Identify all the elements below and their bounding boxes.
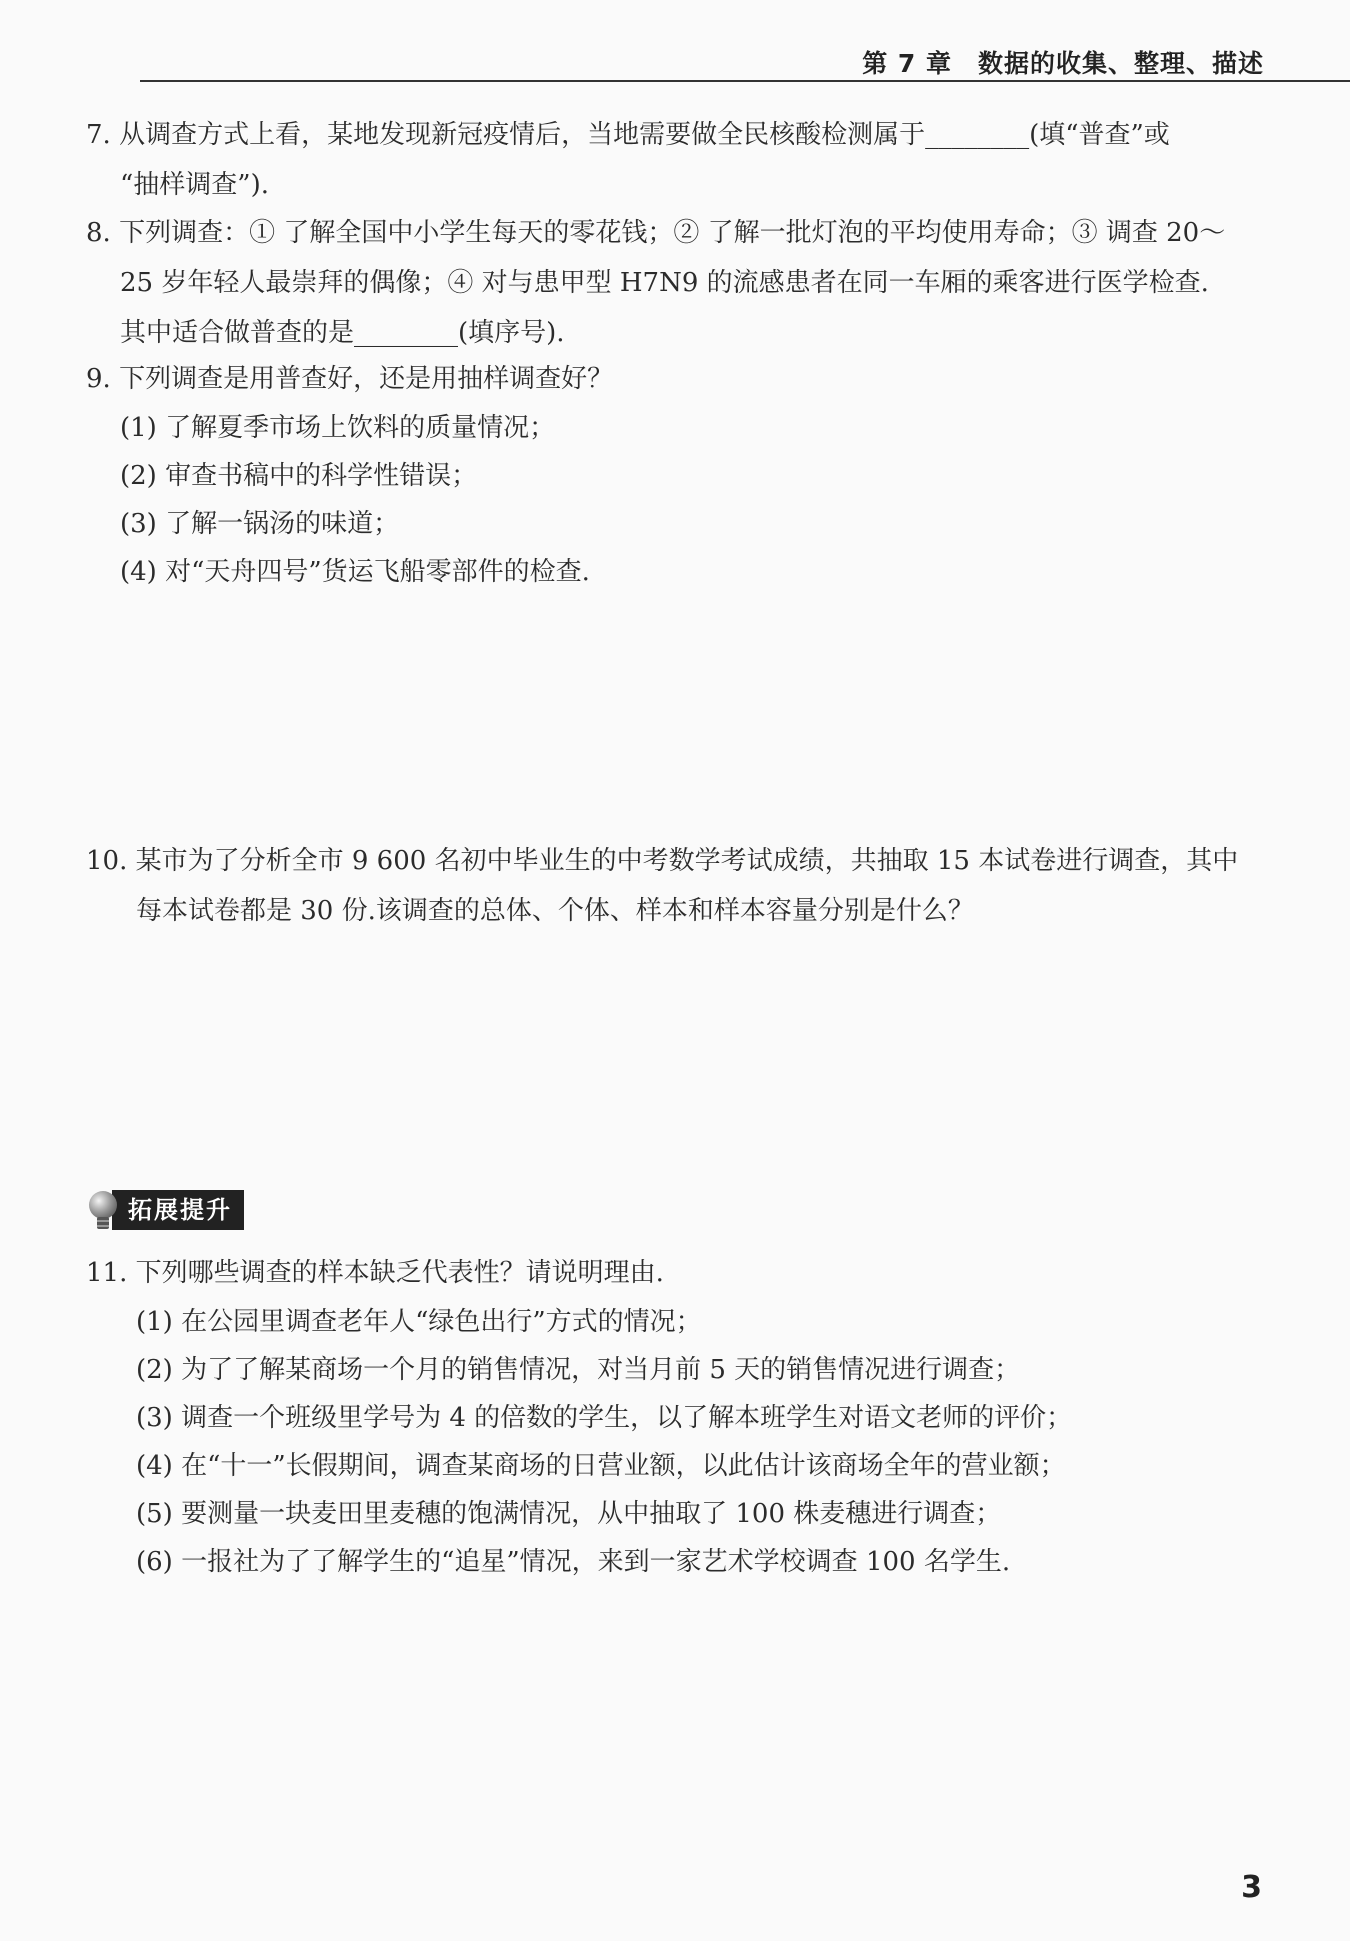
question-7 [86, 110, 1276, 210]
question-9-item: (1) 了解夏季市场上饮料的质量情况； [120, 413, 556, 443]
question-10-line-1: 10. 某市为了分析全市 9 600 名初中毕业生的中考数学考试成绩，共抽取 15 本试卷进行调查，其中 [86, 846, 1239, 876]
question-8 [86, 208, 1276, 358]
question-11-item: (6) 一报社为了了解学生的“追星”情况，来到一家艺术学校调查 100 名学生. [136, 1547, 1011, 1577]
question-8-line-2: 25 岁年轻人最崇拜的偶像；④ 对与患甲型 H7N9 的流感患者在同一车厢的乘客进行医学检查. [120, 268, 1209, 298]
question-8-line-3: 其中适合做普查的是________(填序号). [120, 318, 565, 348]
lightbulb-icon [88, 1189, 118, 1231]
section-label: 拓展提升 [112, 1190, 244, 1230]
section-badge-extension [88, 1190, 244, 1230]
header-rule [140, 80, 1350, 82]
question-11-item: (4) 在“十一”长假期间，调查某商场的日营业额，以此估计该商场全年的营业额； [136, 1451, 1066, 1481]
question-11-item: (2) 为了了解某商场一个月的销售情况，对当月前 5 天的销售情况进行调查； [136, 1355, 1021, 1385]
question-11-item: (3) 调查一个班级里学号为 4 的倍数的学生，以了解本班学生对语文老师的评价； [136, 1403, 1073, 1433]
question-8-line-1: 8. 下列调查：① 了解全国中小学生每天的零花钱；② 了解一批灯泡的平均使用寿命；③ 调查 20～ [86, 218, 1226, 248]
question-9-item: (2) 审查书稿中的科学性错误； [120, 461, 478, 491]
page-number: 3 [1241, 1870, 1262, 1905]
question-9 [86, 354, 1276, 596]
chapter-title: 第 7 章 数据的收集、整理、描述 [862, 49, 1264, 78]
question-11 [86, 1248, 1276, 1586]
question-7-line-2: “抽样调查”). [120, 170, 269, 200]
question-11-item: (5) 要测量一块麦田里麦穗的饱满情况，从中抽取了 100 株麦穗进行调查； [136, 1499, 1002, 1529]
question-10 [86, 836, 1276, 936]
question-9-item: (4) 对“天舟四号”货运飞船零部件的检查. [120, 557, 590, 587]
page-header [0, 0, 1350, 82]
question-7-line-1: 7. 从调查方式上看，某地发现新冠疫情后，当地需要做全民核酸检测属于________(填“普查”或 [86, 120, 1170, 150]
question-11-stem: 11. 下列哪些调查的样本缺乏代表性？请说明理由. [86, 1258, 664, 1288]
question-10-line-2: 每本试卷都是 30 份.该调查的总体、个体、样本和样本容量分别是什么？ [136, 896, 974, 926]
question-9-item: (3) 了解一锅汤的味道； [120, 509, 400, 539]
question-9-stem: 9. 下列调查是用普查好，还是用抽样调查好？ [86, 364, 614, 394]
question-11-item: (1) 在公园里调查老年人“绿色出行”方式的情况； [136, 1307, 702, 1337]
